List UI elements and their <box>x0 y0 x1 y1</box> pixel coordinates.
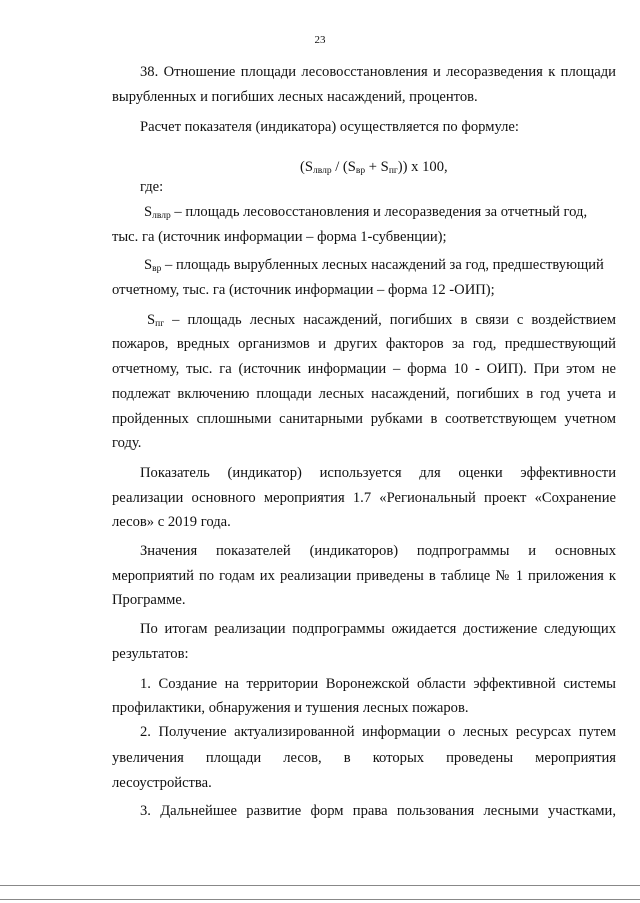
page-number: 23 <box>314 34 326 46</box>
text-line: Показатель (индикатор) используется для оценки эффективности <box>140 465 616 481</box>
text-line: отчетному, тыс. га (источник информации – форма 10 - ОИП). При этом не <box>112 361 616 377</box>
text-line: результатов: <box>112 646 189 662</box>
text-line: 3. Дальнейшее развитие форм права пользования лесными участками, <box>140 803 616 819</box>
text-line: лесов» с 2019 года. <box>112 514 231 530</box>
text-line: увеличения площади лесов, в которых проведены мероприятия <box>112 750 616 766</box>
scan-edge-line <box>0 899 640 900</box>
text-line: году. <box>112 435 142 451</box>
definition-line: $S_{лвлр}$ – площадь лесовосстановления и лесоразведения за отчетный год, <box>144 204 588 221</box>
text-line: 38. Отношение площади лесовосстановления и лесоразведения к площади <box>140 64 616 80</box>
text-line: Программе. <box>112 592 186 608</box>
text-line: Расчет показателя (индикатора) осуществляется по формуле: <box>140 119 519 135</box>
text-line: профилактики, обнаружения и тушения лесных пожаров. <box>112 700 469 716</box>
text-line: подлежат включению площади лесных насаждений, погибших в год учета и <box>112 386 616 402</box>
definition-line: $S_{пг}$ – площадь лесных насаждений, погибших в связи с воздействием <box>147 312 616 329</box>
text-line: лесоустройства. <box>112 775 212 791</box>
text-line: Значения показателей (индикаторов) подпрограммы и основных <box>140 543 616 559</box>
scan-edge-line <box>0 885 640 886</box>
text-line: 2. Получение актуализированной информации о лесных ресурсах путем <box>140 724 616 740</box>
text-line: реализации основного мероприятия 1.7 «Региональный проект «Сохранение <box>112 490 616 506</box>
text-line: пожаров, вредных организмов и других факторов за год, предшествующий <box>112 336 616 352</box>
text-line: где: <box>140 179 164 195</box>
definition-line: $S_{вр}$ – площадь вырубленных лесных насаждений за год, предшествующий <box>144 257 604 274</box>
text-line: вырубленных и погибших лесных насаждений, процентов. <box>112 89 478 105</box>
text-line: отчетному, тыс. га (источник информации – форма 12 -ОИП); <box>112 282 495 298</box>
text-line: мероприятий по годам их реализации приведены в таблице № 1 приложения к <box>112 568 616 584</box>
text-line: По итогам реализации подпрограммы ожидается достижение следующих <box>140 621 616 637</box>
text-line: пройденных сплошными санитарными рубками в соответствующем учетном <box>112 411 616 427</box>
formula: $(S_{лвлр} / (S_{вр} + S_{пг}))$ x 100, <box>300 159 448 176</box>
text-line: 1. Создание на территории Воронежской области эффективной системы <box>140 676 616 692</box>
text-line: тыс. га (источник информации – форма 1-субвенции); <box>112 229 447 245</box>
